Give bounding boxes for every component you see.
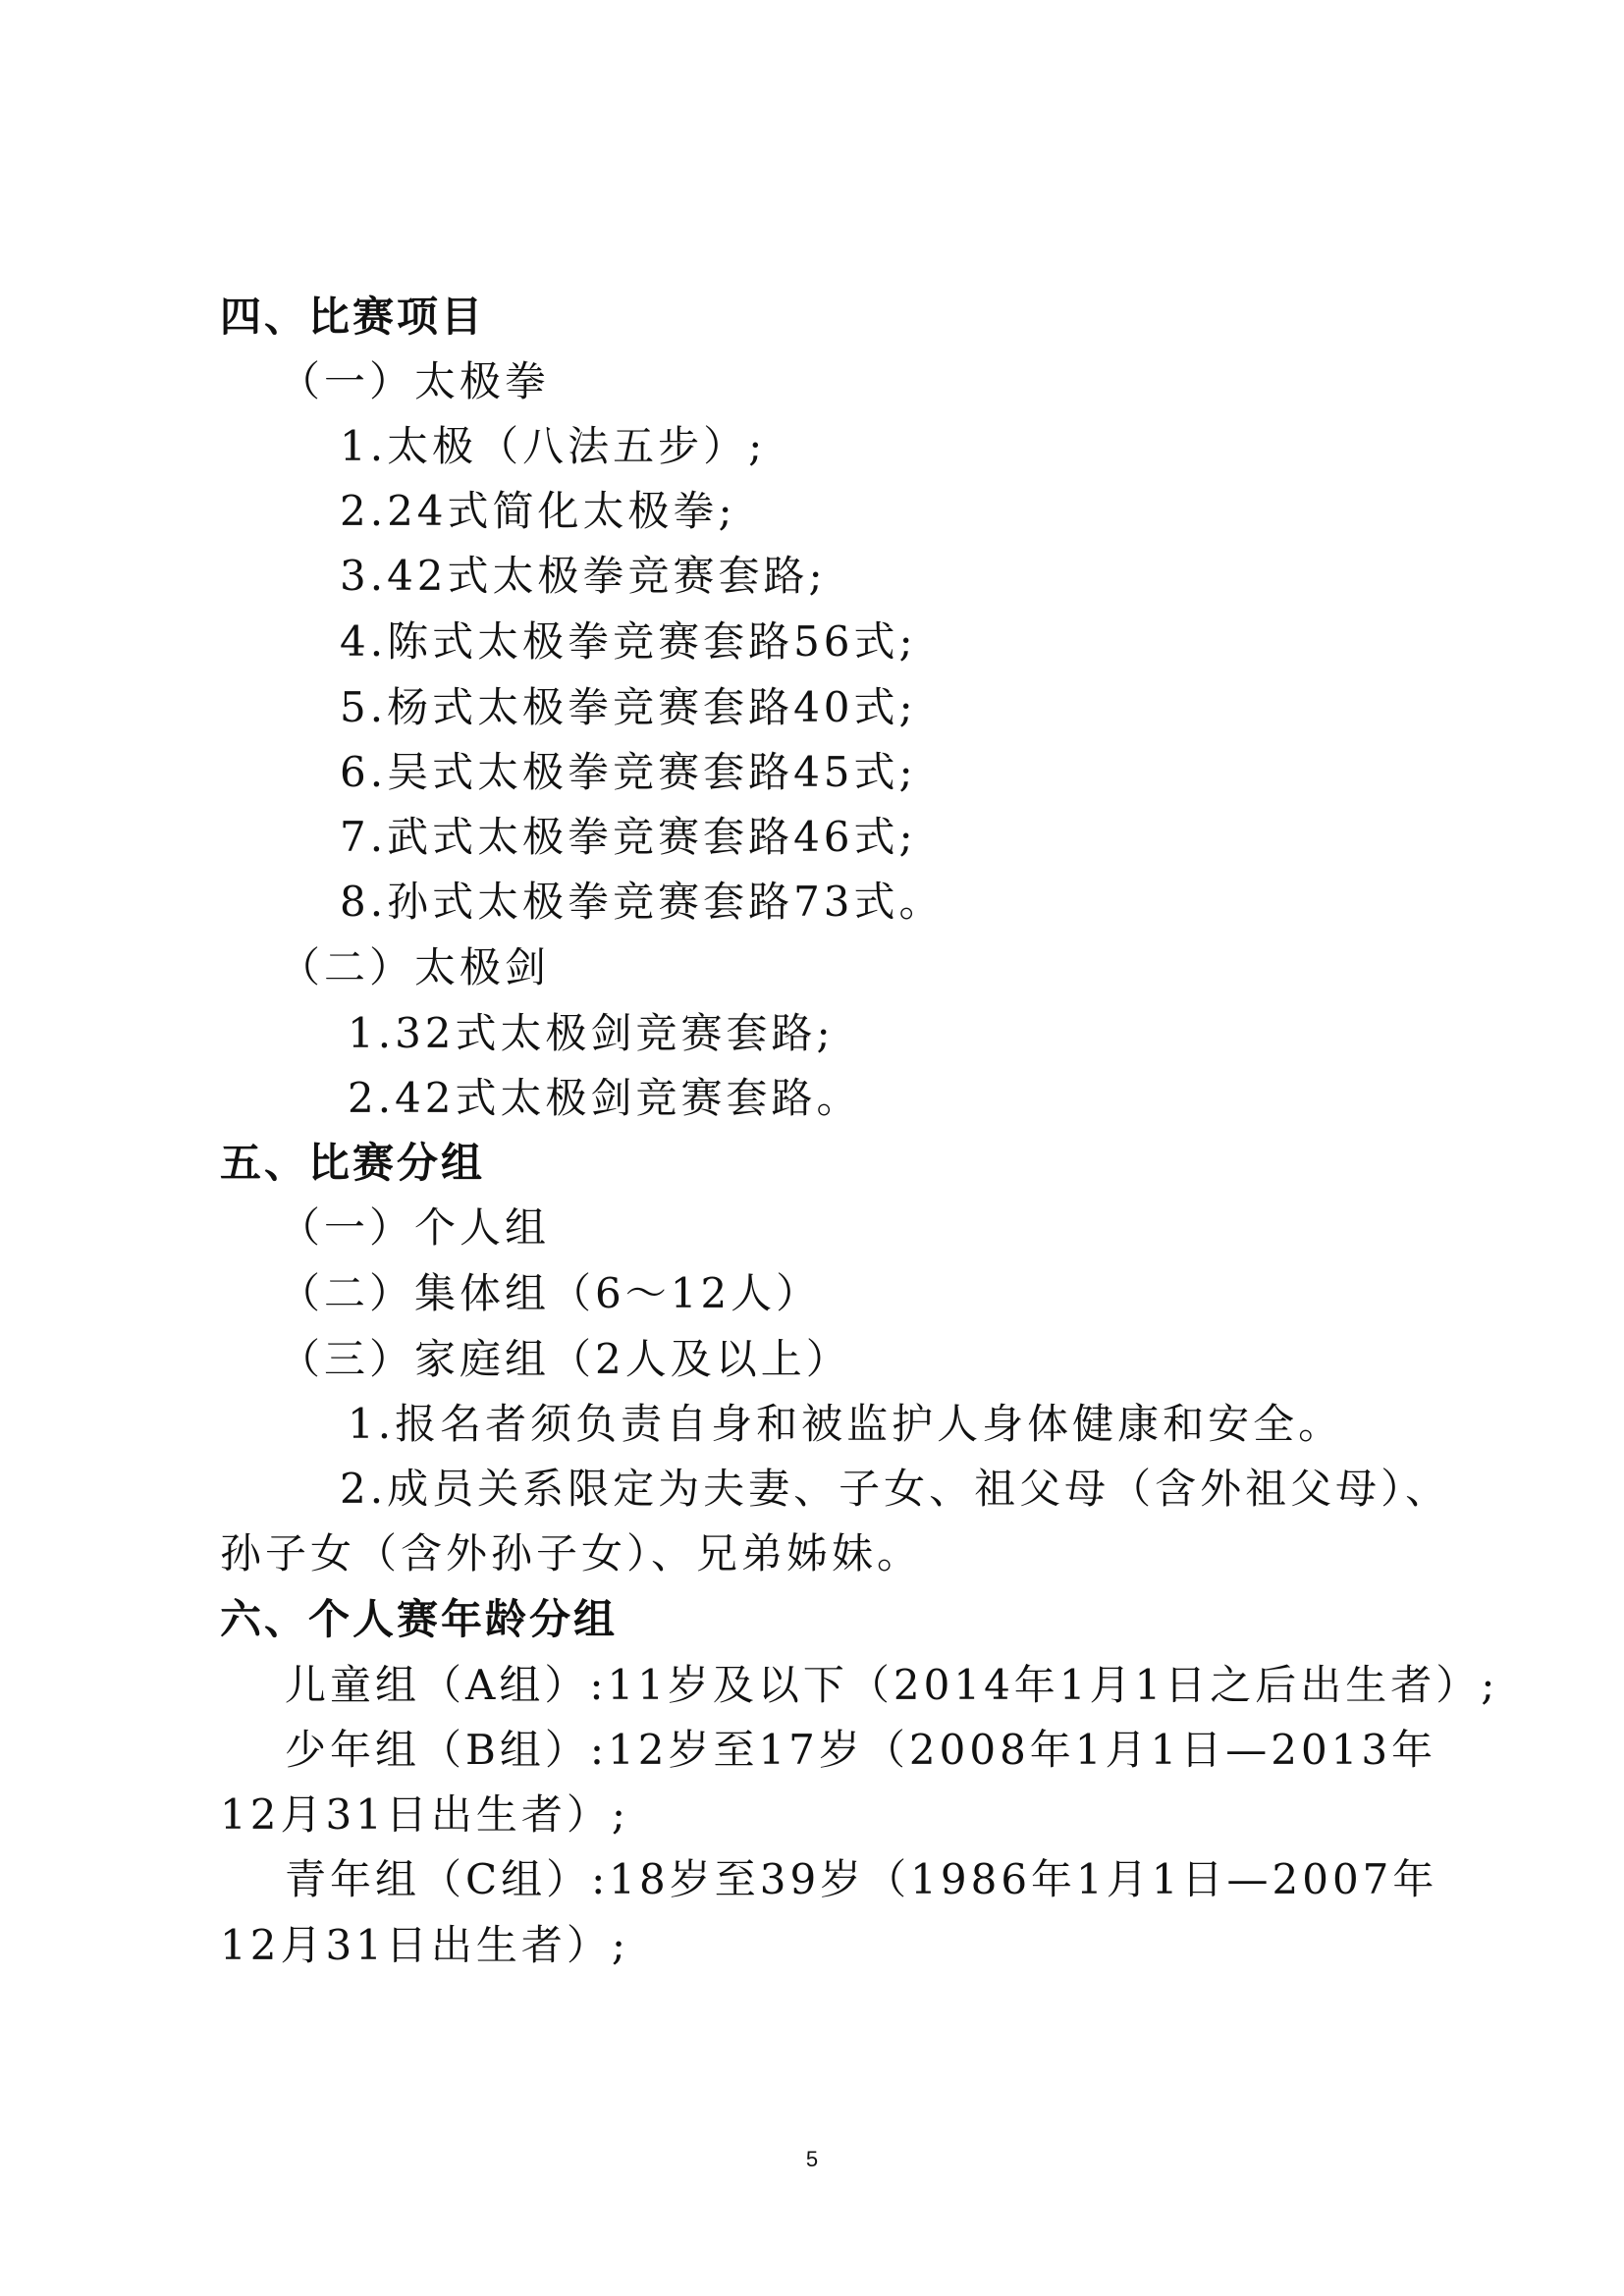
age-group-line: 青年组（C组）:18岁至39岁（1986年1月1日—2007年 (285, 1855, 1438, 1903)
note-line: 2.成员关系限定为夫妻、子女、祖父母（含外祖父母）、 (340, 1465, 1451, 1513)
section-4-sub-2-title: （二）太极剑 (279, 943, 551, 991)
note-line: 1.报名者须负责自身和被监护人身体健康和安全。 (348, 1400, 1344, 1448)
age-group-line: 少年组（B组）:12岁至17岁（2008年1月1日—2013年 (285, 1726, 1437, 1774)
section-5-heading: 五、比赛分组 (220, 1139, 486, 1187)
list-item: 8.孙式太极拳竞赛套路73式。 (340, 878, 945, 926)
list-item: 1.32式太极剑竞赛套路; (348, 1009, 835, 1057)
age-group-line: 12月31日出生者）; (220, 1790, 630, 1839)
list-item: 5.杨式太极拳竞赛套路40式; (340, 683, 917, 731)
age-group-line: 儿童组（A组）:11岁及以下（2014年1月1日之后出生者）; (285, 1661, 1499, 1709)
list-item: 3.42式太极拳竞赛套路; (340, 552, 827, 600)
list-item: 2.42式太极剑竞赛套路。 (348, 1074, 862, 1122)
list-item: 6.吴式太极拳竞赛套路45式; (340, 748, 917, 796)
list-item: 4.陈式太极拳竞赛套路56式; (340, 617, 917, 666)
list-item: 1.太极（八法五步）; (340, 422, 767, 470)
list-item: 2.24式简化太极拳; (340, 487, 736, 535)
section-4-heading: 四、比赛项目 (220, 293, 486, 341)
age-group-line: 12月31日出生者）; (220, 1921, 630, 1969)
list-item: （三）家庭组（2人及以上） (279, 1335, 851, 1383)
section-4-sub-1-title: （一）太极拳 (279, 357, 551, 405)
list-item: （二）集体组（6～12人） (279, 1269, 822, 1317)
page-number: 5 (805, 2147, 819, 2171)
section-6-heading: 六、个人赛年龄分组 (220, 1595, 619, 1643)
note-line: 孙子女（含外孙子女）、兄弟姊妹。 (220, 1529, 923, 1577)
list-item: 7.武式太极拳竞赛套路46式; (340, 813, 917, 861)
list-item: （一）个人组 (279, 1203, 551, 1252)
